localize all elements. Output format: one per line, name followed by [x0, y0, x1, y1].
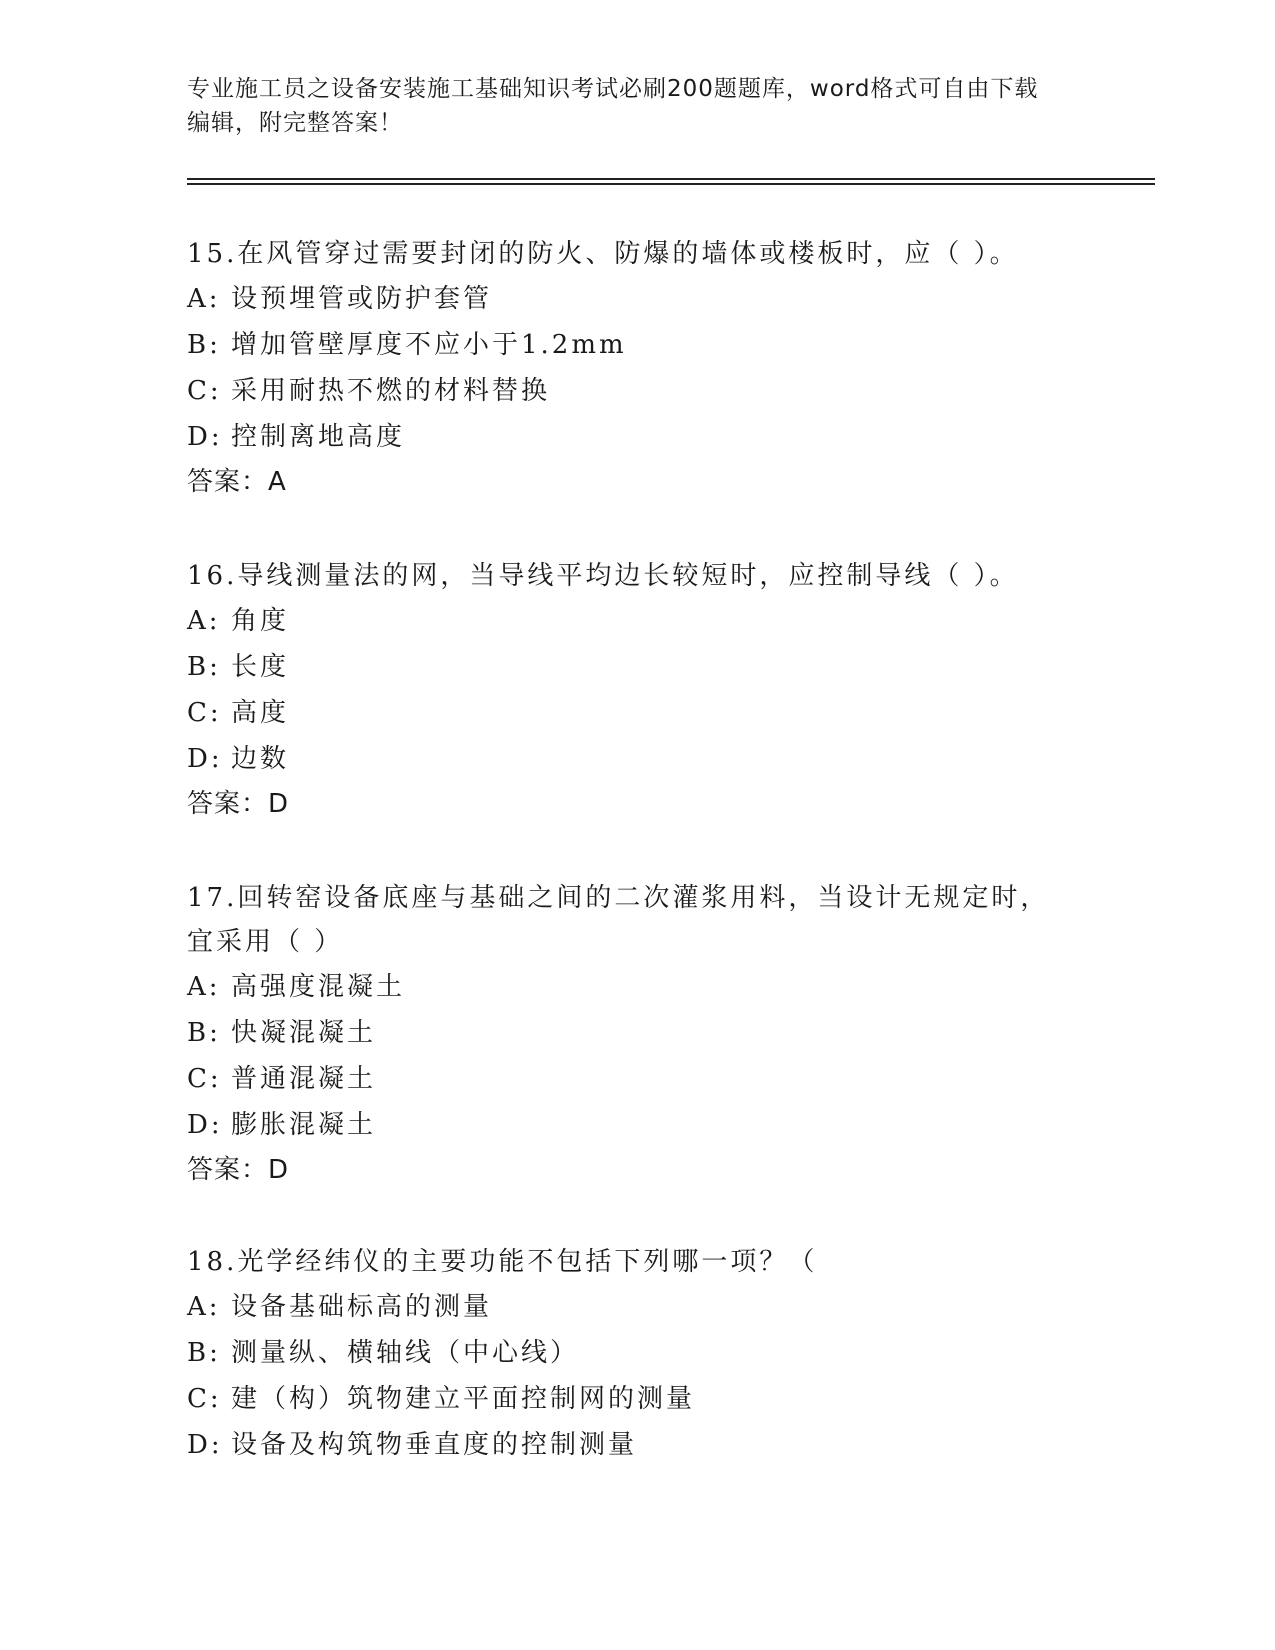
option-letter: B: [187, 1338, 221, 1368]
option-c [187, 690, 1087, 736]
header-line-1: 专业施工员之设备安装施工基础知识考试必刷200题题库，word格式可自由下载 [187, 76, 1039, 102]
question-stem: 18.光学经纬仪的主要功能不包括下列哪一项？（ [187, 1247, 818, 1277]
question-16 [187, 554, 1087, 826]
option-d [187, 1102, 1087, 1148]
option-letter: D: [187, 1110, 223, 1140]
option-letter: C: [187, 1384, 222, 1414]
option-letter: C: [187, 376, 222, 406]
question-18 [187, 1240, 1087, 1468]
option-text: 设预埋管或防护套管 [231, 284, 493, 314]
option-letter: C: [187, 1064, 222, 1094]
question-15 [187, 232, 1087, 504]
option-a [187, 598, 1087, 644]
option-a [187, 276, 1087, 322]
option-b [187, 1010, 1087, 1056]
option-c [187, 1376, 1087, 1422]
option-b [187, 322, 1087, 368]
document-header [187, 72, 1067, 140]
option-d [187, 736, 1087, 782]
option-text: 边数 [231, 744, 290, 774]
option-text: 角度 [231, 606, 290, 636]
option-letter: B: [187, 1018, 221, 1048]
option-c [187, 368, 1087, 414]
option-text: 快凝混凝土 [231, 1018, 377, 1048]
option-text: 普通混凝土 [231, 1064, 377, 1094]
question-stem: 16.导线测量法的网，当导线平均边长较短时，应控制导线（ ）。 [187, 561, 1019, 591]
option-text: 测量纵、横轴线（中心线） [231, 1338, 580, 1368]
option-letter: B: [187, 652, 221, 682]
option-letter: C: [187, 698, 222, 728]
option-text: 增加管壁厚度不应小于1.2mm [231, 330, 627, 360]
option-letter: A: [187, 606, 221, 636]
option-text: 采用耐热不燃的材料替换 [231, 376, 551, 406]
option-text: 膨胀混凝土 [231, 1110, 377, 1140]
option-c [187, 1056, 1087, 1102]
option-letter: A: [187, 1292, 221, 1322]
question-stem: 17.回转窑设备底座与基础之间的二次灌浆用料，当设计无规定时，宜采用（ ） [187, 883, 1050, 957]
option-text: 控制离地高度 [231, 422, 406, 452]
option-text: 建（构）筑物建立平面控制网的测量 [231, 1384, 696, 1414]
option-letter: A: [187, 972, 221, 1002]
answer-text: 答案：D [187, 789, 290, 819]
question-17 [187, 876, 1087, 1192]
header-line-2: 编辑，附完整答案！ [187, 110, 403, 136]
option-text: 设备基础标高的测量 [231, 1292, 493, 1322]
question-stem: 15.在风管穿过需要封闭的防火、防爆的墙体或楼板时，应（ ）。 [187, 239, 1019, 269]
option-b [187, 1330, 1087, 1376]
option-letter: D: [187, 422, 223, 452]
option-d [187, 414, 1087, 460]
option-text: 设备及构筑物垂直度的控制测量 [231, 1430, 638, 1460]
header-divider-bottom [187, 183, 1155, 185]
option-a [187, 1284, 1087, 1330]
option-letter: D: [187, 744, 223, 774]
option-text: 高度 [231, 698, 290, 728]
option-letter: D: [187, 1430, 223, 1460]
header-divider-top [187, 178, 1155, 180]
option-d [187, 1422, 1087, 1468]
option-a [187, 964, 1087, 1010]
answer-text: 答案：D [187, 1155, 290, 1185]
option-b [187, 644, 1087, 690]
option-text: 长度 [231, 652, 290, 682]
option-letter: B: [187, 330, 221, 360]
option-letter: A: [187, 284, 221, 314]
answer-text: 答案：A [187, 467, 287, 497]
option-text: 高强度混凝土 [231, 972, 406, 1002]
